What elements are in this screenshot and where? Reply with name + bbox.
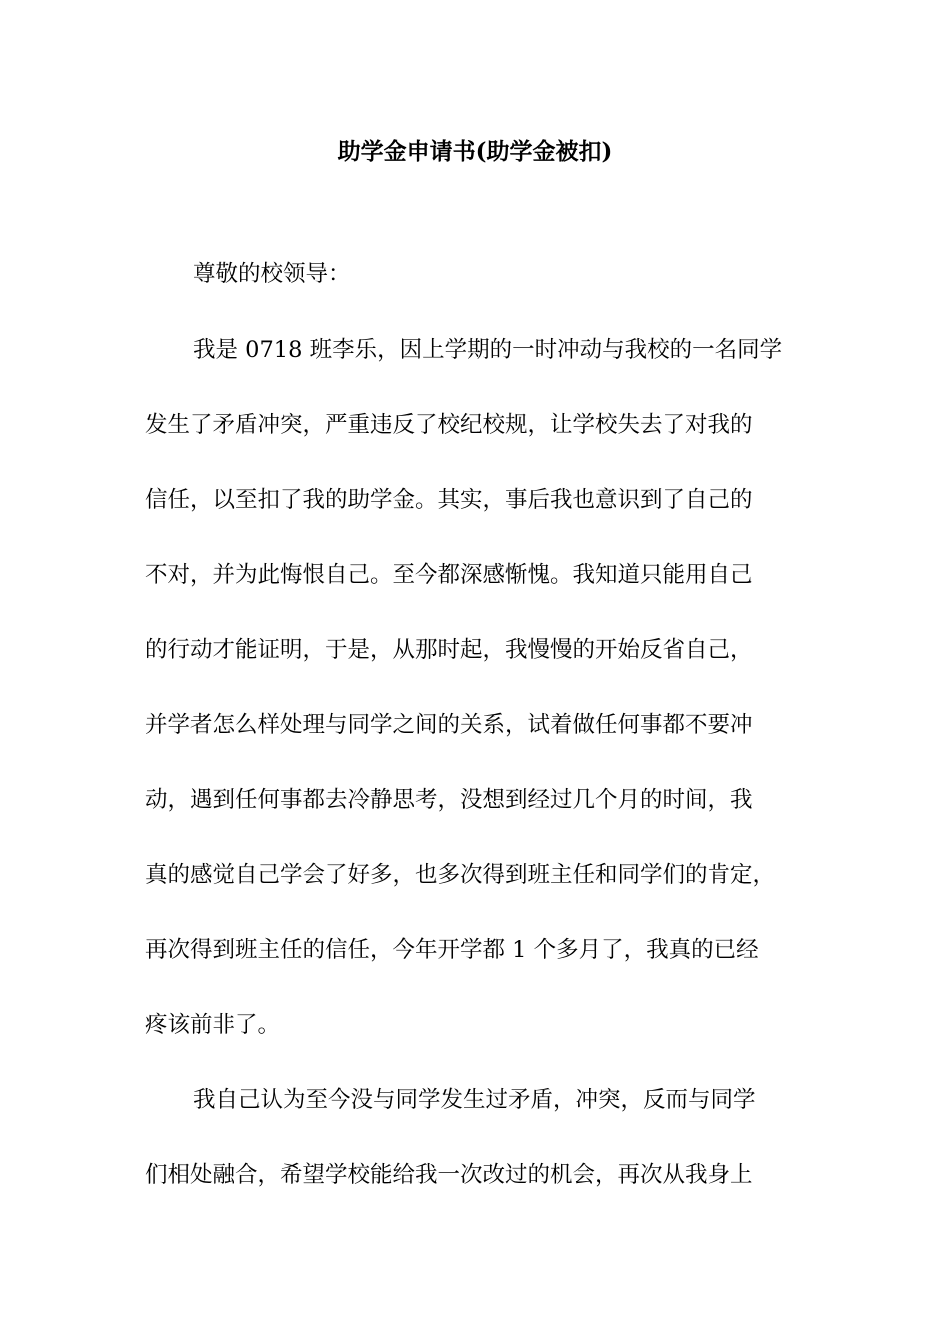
paragraph-line-2: 发生了矛盾冲突，严重违反了校纪校规，让学校失去了对我的 — [145, 412, 753, 438]
document-title: 助学金申请书(助学金被扣) — [337, 138, 613, 165]
paragraph-line-9: 再次得到班主任的信任，今年开学都 1 个多月了，我真的已经 — [145, 937, 759, 963]
paragraph-line-5: 的行动才能证明，于是，从那时起，我慢慢的开始反省自己， — [145, 637, 753, 663]
paragraph-line-11: 我自己认为至今没与同学发生过矛盾，冲突，反而与同学 — [193, 1087, 756, 1113]
paragraph-line-6: 并学者怎么样处理与同学之间的关系，试着做任何事都不要冲 — [145, 712, 753, 738]
paragraph-line-8: 真的感觉自己学会了好多，也多次得到班主任和同学们的肯定， — [145, 862, 776, 888]
paragraph-line-4: 不对，并为此悔恨自己。至今都深感惭愧。我知道只能用自己 — [145, 562, 753, 588]
paragraph-line-7: 动，遇到任何事都去冷静思考，没想到经过几个月的时间，我 — [145, 787, 753, 813]
paragraph-line-12: 们相处融合，希望学校能给我一次改过的机会，再次从我身上 — [145, 1162, 753, 1188]
paragraph-line-10: 疼该前非了。 — [145, 1012, 281, 1038]
paragraph-line-1: 我是 0718 班李乐，因上学期的一时冲动与我校的一名同学 — [193, 337, 783, 363]
paragraph-line-3: 信任，以至扣了我的助学金。其实，事后我也意识到了自己的 — [145, 487, 753, 513]
salutation: 尊敬的校领导： — [193, 261, 351, 287]
